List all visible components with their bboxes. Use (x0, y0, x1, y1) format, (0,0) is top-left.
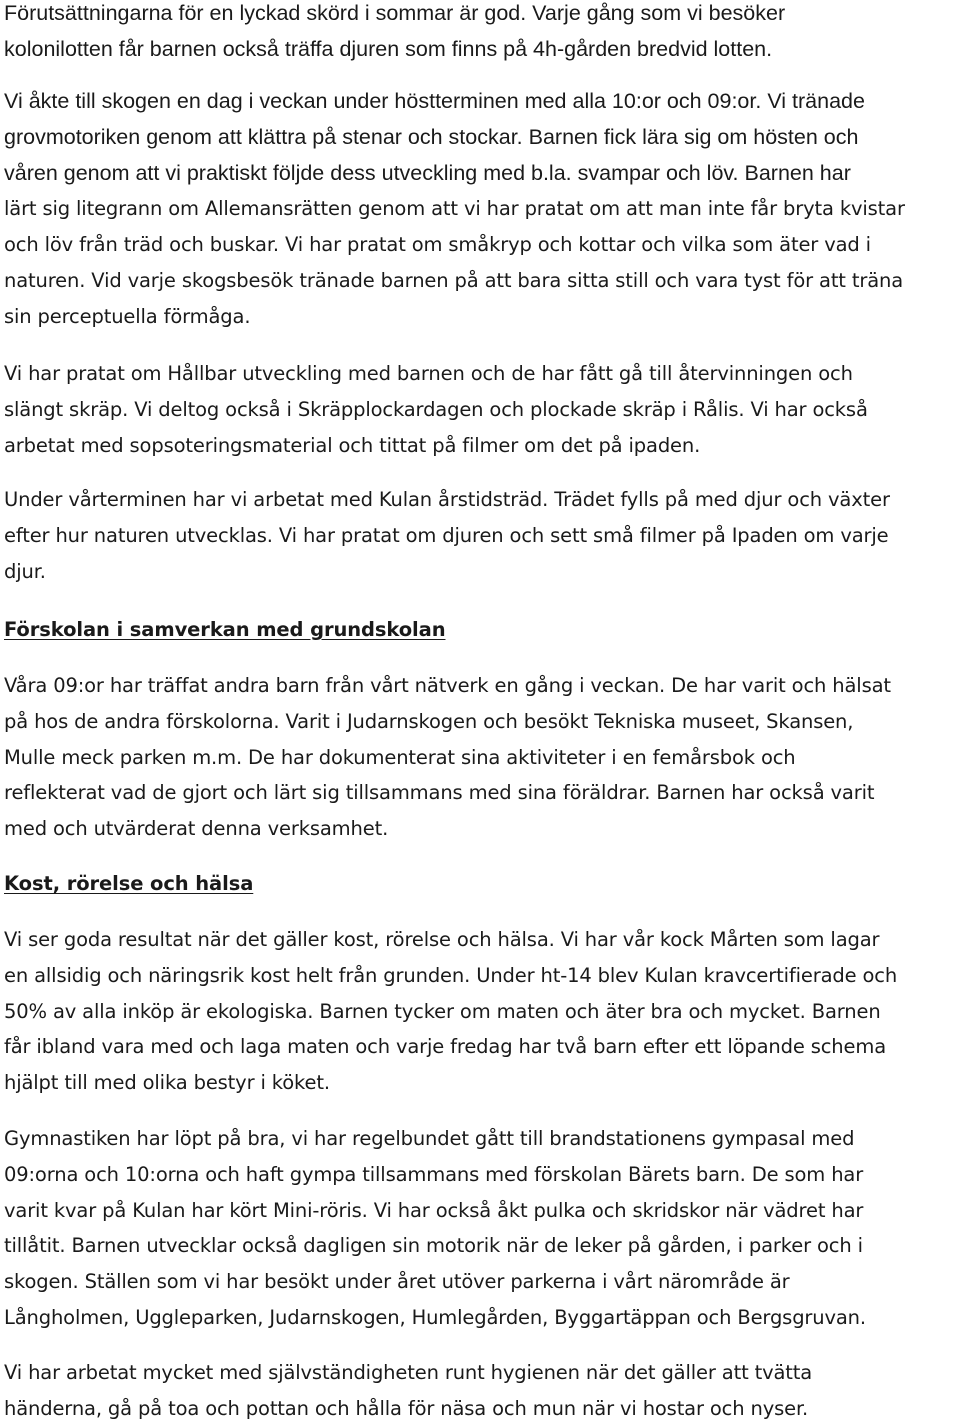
text-line: 50% av alla inköp är ekologiska. Barnen tycker om maten och äter bra och mycket. Barnen (4, 999, 881, 1023)
text-line: slängt skräp. Vi deltog också i Skräpplockardagen och plockade skräp i Rålis. Vi har också (4, 397, 868, 421)
text-line: hjälpt till med olika bestyr i köket. (4, 1071, 330, 1095)
text-line: arbetat med sopsoteringsmaterial och tittat på filmer om det på ipaden. (4, 433, 701, 457)
text-line: Mulle meck parken m.m. De har dokumenterat sina aktiviteter i en femårsbok och (4, 745, 796, 769)
paragraph-arstidstrad (4, 482, 956, 589)
paragraph-hygien (4, 1355, 956, 1427)
text-line: kolonilotten får barnen också träffa djuren som finns på 4h-gården bredvid lotten. (4, 36, 773, 61)
text-line: efter hur naturen utvecklas. Vi har pratat om djuren och sett små filmer på Ipaden om varje (4, 523, 889, 547)
heading-text: Förskolan i samverkan med grundskolan (4, 618, 446, 641)
text-line: Gymnastiken har löpt på bra, vi har regelbundet gått till brandstationens gympasal med (4, 1127, 855, 1150)
text-line: reflekterat vad de gjort och lärt sig tillsammans med sina föräldrar. Barnen har också varit (4, 781, 875, 805)
text-line: får ibland vara med och laga maten och varje fredag har två barn efter ett löpande schema (4, 1035, 887, 1059)
text-line: händerna, gå på toa och pottan och hålla för näsa och mun när vi hostar och nyser. (4, 1396, 809, 1420)
text-line: Vi åkte till skogen en dag i veckan under höstterminen med alla 10:or och 09:or. Vi tränade (4, 89, 865, 113)
text-line: Vi ser goda resultat när det gäller kost, rörelse och hälsa. Vi har vår kock Mårten som lagar (4, 928, 880, 951)
text-line: på hos de andra förskolorna. Varit i Judarnskogen och besökt Tekniska museet, Skansen, (4, 709, 854, 733)
section-heading-grundskolan (4, 612, 956, 648)
text-line: och löv från träd och buskar. Vi har pratat om småkryp och kottar och vilka som äter vad i (4, 233, 871, 257)
text-line: Förutsättningarna för en lyckad skörd i sommar är god. Varje gång som vi besöker (4, 1, 786, 25)
text-line: tillåtit. Barnen utvecklar också dagligen sin motorik när de leker på gården, i parker och i (4, 1234, 863, 1258)
text-line: Långholmen, Uggleparken, Judarnskogen, Humlegården, Byggartäppan och Bergsgruvan. (4, 1305, 866, 1329)
text-line: varit kvar på Kulan har kört Mini-röris. Vi har också åkt pulka och skridskor när vädret har (4, 1198, 864, 1222)
text-line: skogen. Ställen som vi har besökt under året utöver parkerna i vårt närområde är (4, 1270, 790, 1294)
paragraph-skogen (4, 84, 956, 335)
text-line: naturen. Vid varje skogsbesök tränade barnen på att bara sitta still och vara tyst för att träna (4, 268, 904, 292)
text-line: lärt sig litegrann om Allemansrätten genom att vi har pratat om att man inte får bryta kvistar (4, 197, 905, 221)
text-line: sin perceptuella förmåga. (4, 304, 251, 328)
paragraph-kost (4, 922, 956, 1101)
heading-text: Kost, rörelse och hälsa (4, 872, 254, 895)
text-line: Vi har pratat om Hållbar utveckling med barnen och de har fått gå till återvinningen och (4, 362, 853, 385)
text-line: med och utvärderat denna verksamhet. (4, 817, 389, 841)
text-line: våren genom att vi praktiskt följde dess utveckling med b.la. svampar och löv. Barnen har (4, 160, 851, 185)
text-line: grovmotoriken genom att klättra på stenar och stockar. Barnen fick lära sig om hösten och (4, 124, 859, 149)
paragraph-gymnastik (4, 1121, 956, 1336)
paragraph-samverkan (4, 668, 956, 847)
paragraph-hallbar-utveckling (4, 356, 956, 463)
text-line: Under vårterminen har vi arbetat med Kulan årstidsträd. Trädet fylls på med djur och växter (4, 488, 890, 511)
paragraph-kolonilotten (4, 0, 956, 68)
text-line: djur. (4, 559, 46, 583)
section-heading-kost (4, 866, 956, 902)
text-line: Våra 09:or har träffat andra barn från vårt nätverk en gång i veckan. De har varit och hälsat (4, 674, 891, 697)
text-line: 09:orna och 10:orna och haft gympa tillsammans med förskolan Bärets barn. De som har (4, 1162, 864, 1186)
text-line: en allsidig och näringsrik kost helt från grunden. Under ht-14 blev Kulan kravcertifierade och (4, 963, 898, 987)
text-line: Vi har arbetat mycket med självständigheten runt hygienen när det gäller att tvätta (4, 1361, 813, 1384)
